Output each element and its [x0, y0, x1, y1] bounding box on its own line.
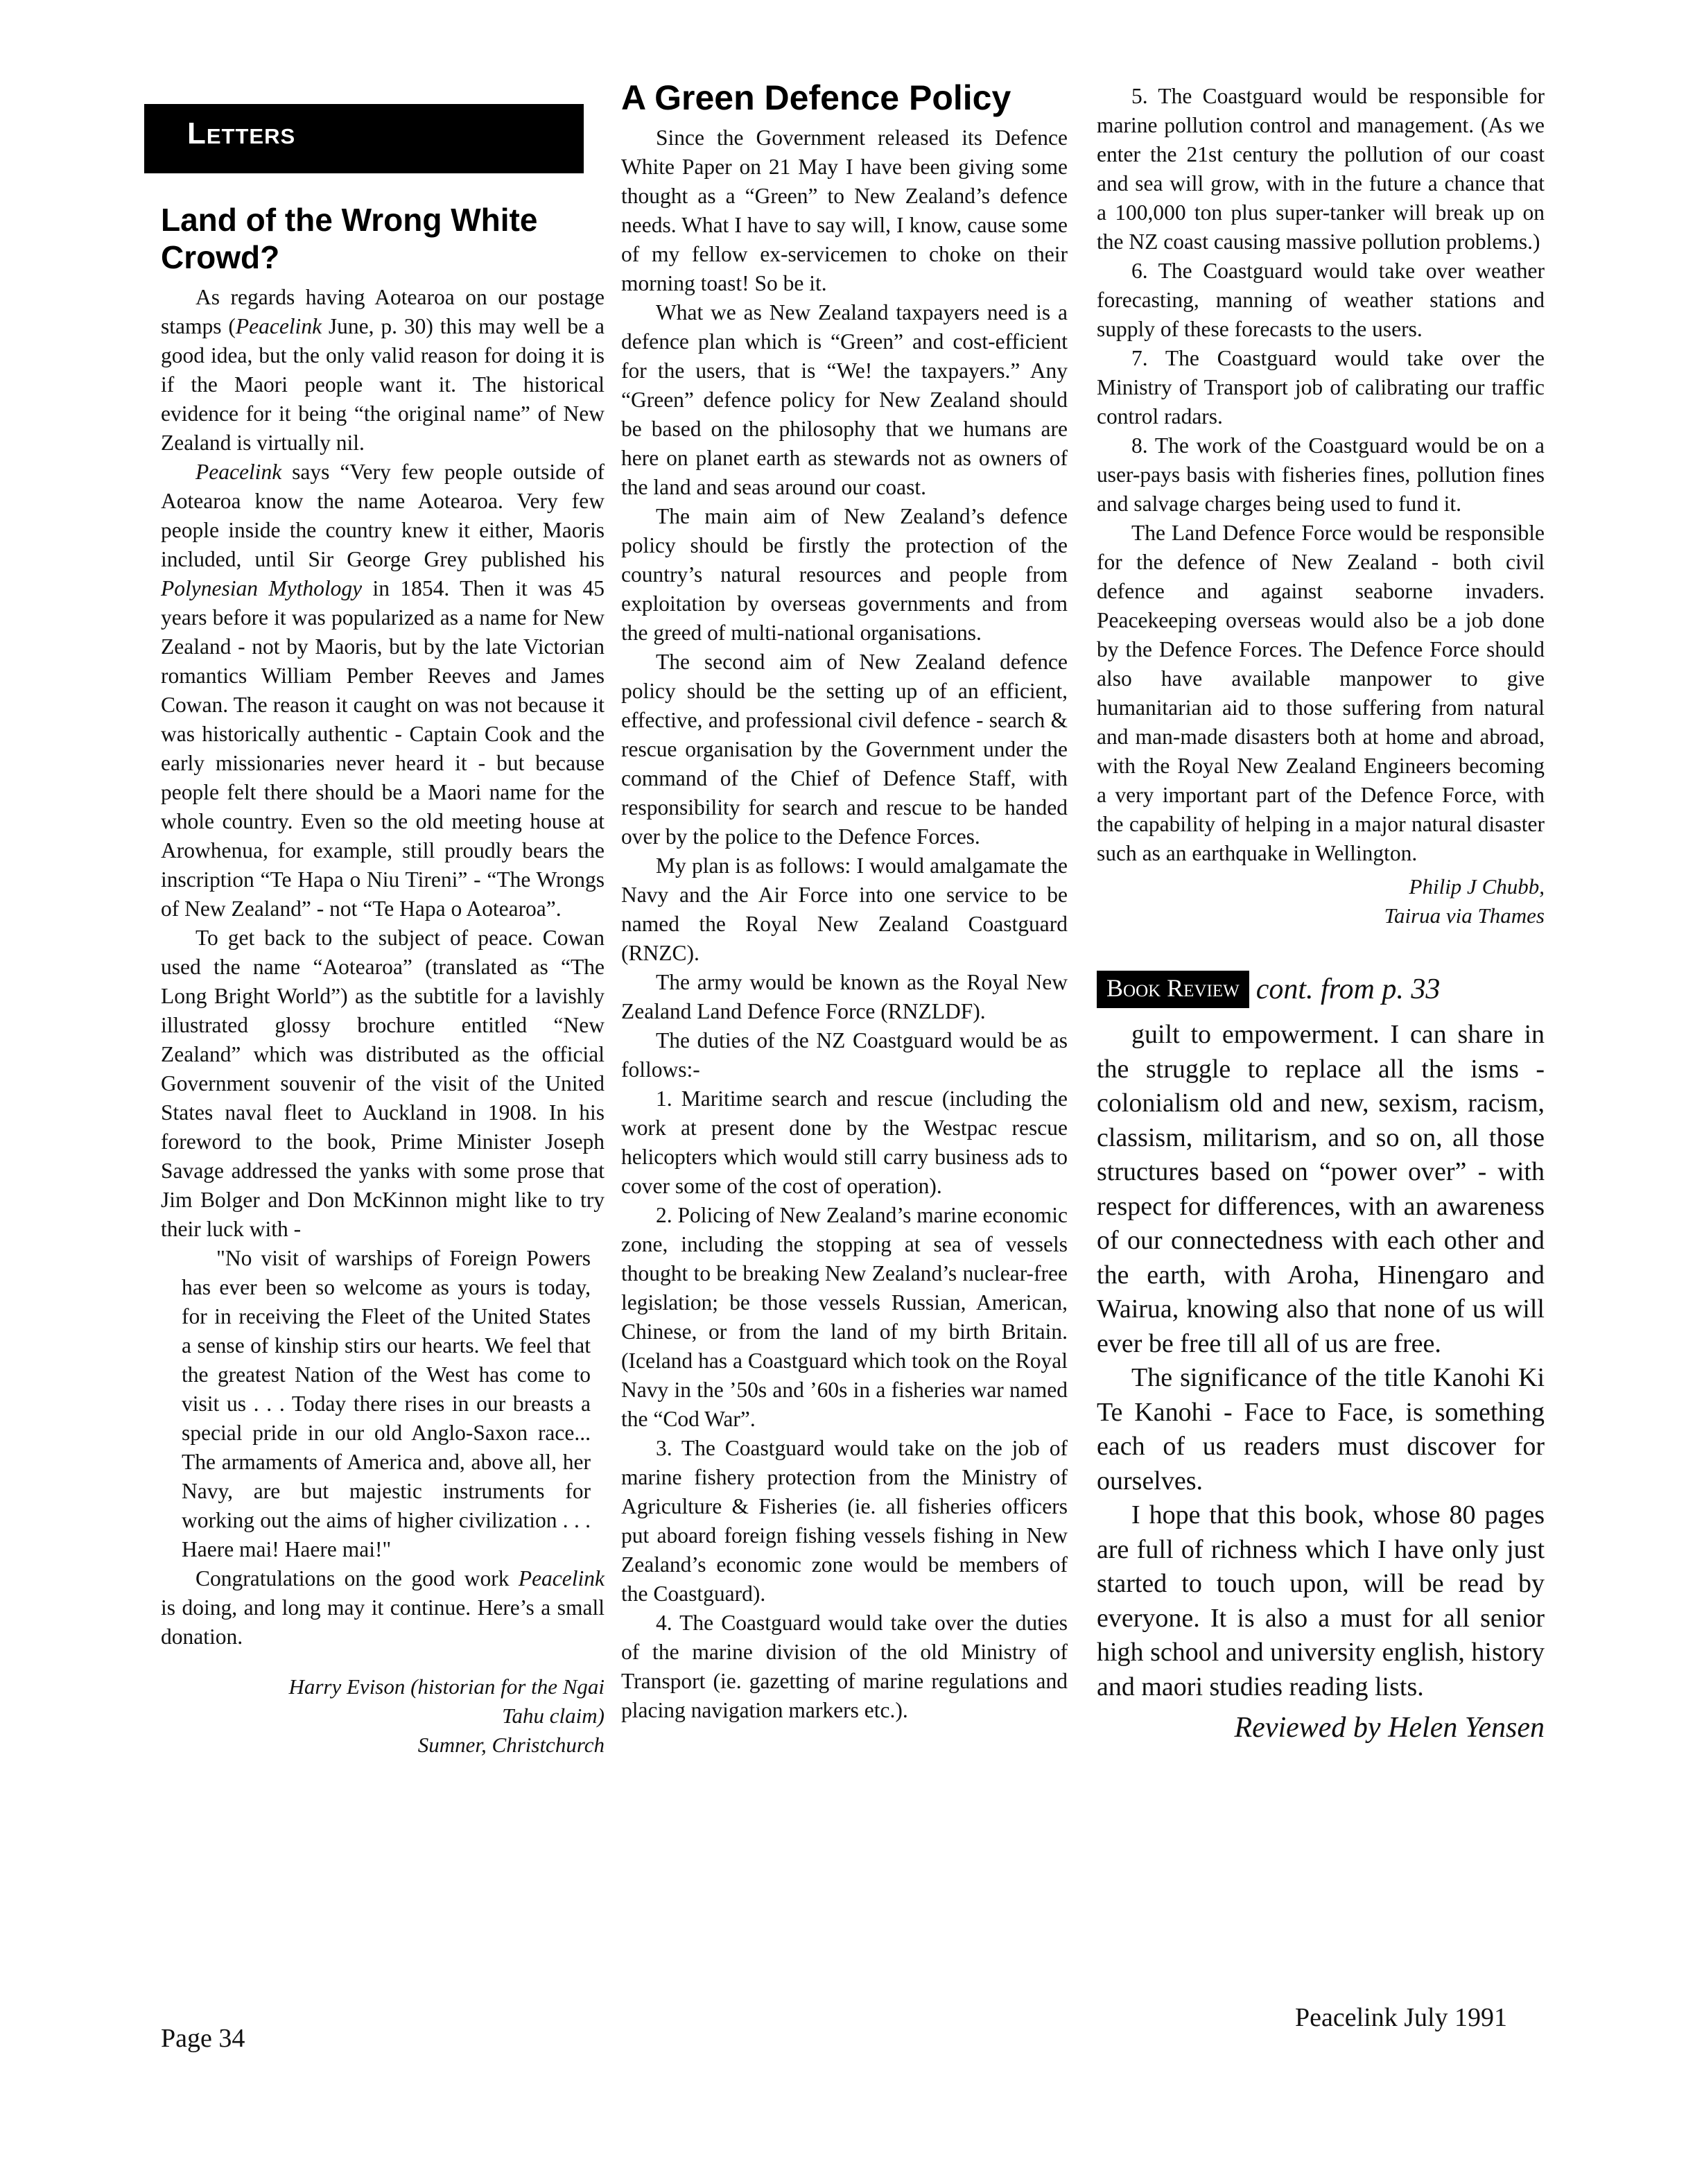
- letter2-paragraph: What we as New Zealand taxpayers need is a defence plan which is “Green” and cost-efficient for the users, that is “We! the taxpayers.” Any “Green” defence policy for New Zealand should be based on the philosophy that we humans are here on planet earth as stewards not as owners of the land and seas around our coast.: [621, 300, 1068, 499]
- letter2-title: A Green Defence Policy: [621, 78, 1011, 117]
- column-middle: [621, 78, 1068, 1725]
- letter2-paragraph: The army would be known as the Royal New Zealand Land Defence Force (RNZLDF).: [621, 970, 1068, 1023]
- letter2-paragraph: The main aim of New Zealand’s defence policy should be firstly the protection of the country’s natural resources and people from exploitation by overseas governments and from the greed of multi-national organisations.: [621, 504, 1068, 645]
- section-header: [144, 104, 584, 173]
- letter1-paragraph-3: To get back to the subject of peace. Cowan used the name “Aotearoa” (translated as “The Long Bright World”) as the subtitle for a lavishly illustrated glossy brochure entitled “New Zealand” which was distributed as the official Government souvenir of the visit of the United States naval fleet to Auckland in 1908. In his foreword to the book, Prime Minister Joseph Savage addressed the yanks with some prose that Jim Bolger and Don McKinnon might like to try their luck with -: [161, 926, 605, 1241]
- book-review-paragraph: guilt to empowerment. I can share in the struggle to replace all the isms - colonialism old and new, sexism, racism, classism, militarism, and so on, all those structures based on “power over” - with respect for differences, with an awareness of our connectedness with each other and the earth, with Aroha, Hinengaro and Wairua, knowing also that none of us will ever be free till all of us are free.: [1097, 1020, 1545, 1358]
- column-left: [161, 201, 605, 1760]
- letter2-paragraph: 2. Policing of New Zealand’s marine economic zone, including the stopping at sea of vessels thought to be breaking New Zealand’s nuclear-free legislation; be those vessels Russian, American, Chinese, or from the land of my birth Britain. (Iceland has a Coastguard which took on the Royal Navy in the ’50s and ’60s in a fisheries war named the “Cod War”.: [621, 1203, 1068, 1431]
- letter2-paragraph: 8. The work of the Coastguard would be on a user-pays basis with fisheries fines, pollution fines and salvage charges being used to fund it.: [1097, 433, 1545, 516]
- letter1-signature-name: Harry Evison (historian for the Ngai Tahu claim): [288, 1674, 605, 1728]
- column-right: [1097, 82, 1545, 1747]
- letter2-paragraph: The second aim of New Zealand defence policy should be the setting up of an efficient, effective, and professional civil defence - search & rescue organisation by the Government under the command of the Chief of Defence Staff, with responsibility for search and rescue to be handed over by the police to the Defence Forces.: [621, 650, 1068, 849]
- letter1-paragraph-2: Peacelink says “Very few people outside of Aotearoa know the name Aotearoa. Very few people inside the country knew it either, Maoris included, until Sir George Grey published his Polynesian Mythology in 1854. Then it was 45 years before it was popularized as a name for New Zealand - not by Maoris, but by the late Victorian romantics William Pember Reeves and James Cowan. The reason it caught on was not because it was historically authentic - Captain Cook and the early missionaries never heard it - but because people felt there should be a Maori name for the whole country. Even so the old meeting house at Arowhenua, for example, still proudly bears the inscription “Te Hapa o Niu Tireni” - “The Wrongs of New Zealand” - not “Te Hapa o Aotearoa”.: [161, 460, 605, 921]
- letter2-paragraph: The Land Defence Force would be responsible for the defence of New Zealand - both civil defence and against seaborne invaders. Peacekeeping overseas would also be a job done by the Defence Forces. The Defence Force should also have available manpower to give humanitarian aid to those suffering from natural and man-made disasters both at home and abroad, with the Royal New Zealand Engineers becoming a very important part of the Defence Force, with the capability of helping in a major natural disaster such as an earthquake in Wellington.: [1097, 521, 1545, 865]
- letter1-title: Land of the Wrong White Crowd?: [161, 202, 538, 275]
- letter2-signature-name: Philip J Chubb,: [1409, 874, 1545, 899]
- letter2-paragraph: 7. The Coastguard would take over the Ministry of Transport job of calibrating our traffic control radars.: [1097, 346, 1545, 428]
- letter2-paragraph: The duties of the NZ Coastguard would be as follows:-: [621, 1028, 1068, 1082]
- book-review-continued: cont. from p. 33: [1255, 973, 1441, 1005]
- letter2-paragraph: 1. Maritime search and rescue (including the work at present done by the Westpac rescue helicopters which would still carry business ads to cover some of the cost of operation).: [621, 1086, 1068, 1198]
- book-review: [1097, 971, 1545, 1747]
- letter1-paragraph-1: As regards having Aotearoa on our postage stamps (Peacelink June, p. 30) this may well be a good idea, but the only valid reason for doing it is if the Maori people want it. The historical evidence for it being “the original name” of New Zealand is virtually nil.: [161, 285, 605, 455]
- letter1-signature-place: Sumner, Christchurch: [417, 1733, 605, 1757]
- book-review-paragraph: The significance of the title Kanohi Ki Te Kanohi - Face to Face, is something each of us readers must discover for ourselves.: [1097, 1363, 1545, 1496]
- publication-footer: Peacelink July 1991: [1295, 2003, 1508, 2032]
- section-header-label: Letters: [187, 116, 296, 150]
- book-review-tag: Book Review: [1097, 971, 1249, 1008]
- book-review-paragraph: I hope that this book, whose 80 pages are full of richness which I have only just started to touch upon, will be read by everyone. It is also a must for all senior high school and university english, history and maori studies reading lists.: [1097, 1500, 1545, 1701]
- book-review-heading: [1097, 971, 1545, 1008]
- letter2-paragraph: Since the Government released its Defence White Paper on 21 May I have been giving some thought as a “Green” to New Zealand’s defence needs. What I have to say will, I know, cause some of my fellow ex-servicemen to choke on their morning toast! So be it.: [621, 125, 1068, 295]
- letter2-paragraph: 3. The Coastguard would take on the job of marine fishery protection from the Ministry of Agriculture & Fisheries (ie. all fisheries officers put aboard foreign fishing vessels fishing in New Zealand’s economic zone would be members of the Coastguard).: [621, 1436, 1068, 1606]
- page-number: Page 34: [161, 2024, 245, 2053]
- letter2-paragraph: My plan is as follows: I would amalgamate the Navy and the Air Force into one service to be named the Royal New Zealand Coastguard (RNZC).: [621, 853, 1068, 965]
- letter2-paragraph: 6. The Coastguard would take over weather forecasting, manning of weather stations and supply of these forecasts to the users.: [1097, 259, 1545, 341]
- letter1-paragraph-4: Congratulations on the good work Peacelink is doing, and long may it continue. Here’s a small donation.: [161, 1566, 605, 1649]
- letter2-paragraph: 5. The Coastguard would be responsible for marine pollution control and management. (As we enter the 21st century the pollution of our coast and sea will grow, with in the future a chance that a 100,000 ton plus super-tanker will break up on the NZ coast causing massive pollution problems.): [1097, 84, 1545, 254]
- letter2-signature-place: Tairua via Thames: [1384, 903, 1545, 928]
- letter2-paragraph: 4. The Coastguard would take over the duties of the marine division of the old Ministry of Transport (ie. gazetting of marine regulations and placing navigation markers etc.).: [621, 1611, 1068, 1722]
- letter1-quote: "No visit of warships of Foreign Powers has ever been so welcome as yours is today, for in receiving the Fleet of the United States a sense of kinship stirs our hearts. We feel that the greatest Nation of the West has come to visit us . . . Today there rises in our breasts a special pride in our old Anglo-Saxon race... The armaments of America and, above all, her Navy, are but majestic instruments for working out the aims of higher civilization . . . Haere mai! Haere mai!": [182, 1246, 591, 1561]
- book-review-signature: Reviewed by Helen Yensen: [1234, 1712, 1545, 1744]
